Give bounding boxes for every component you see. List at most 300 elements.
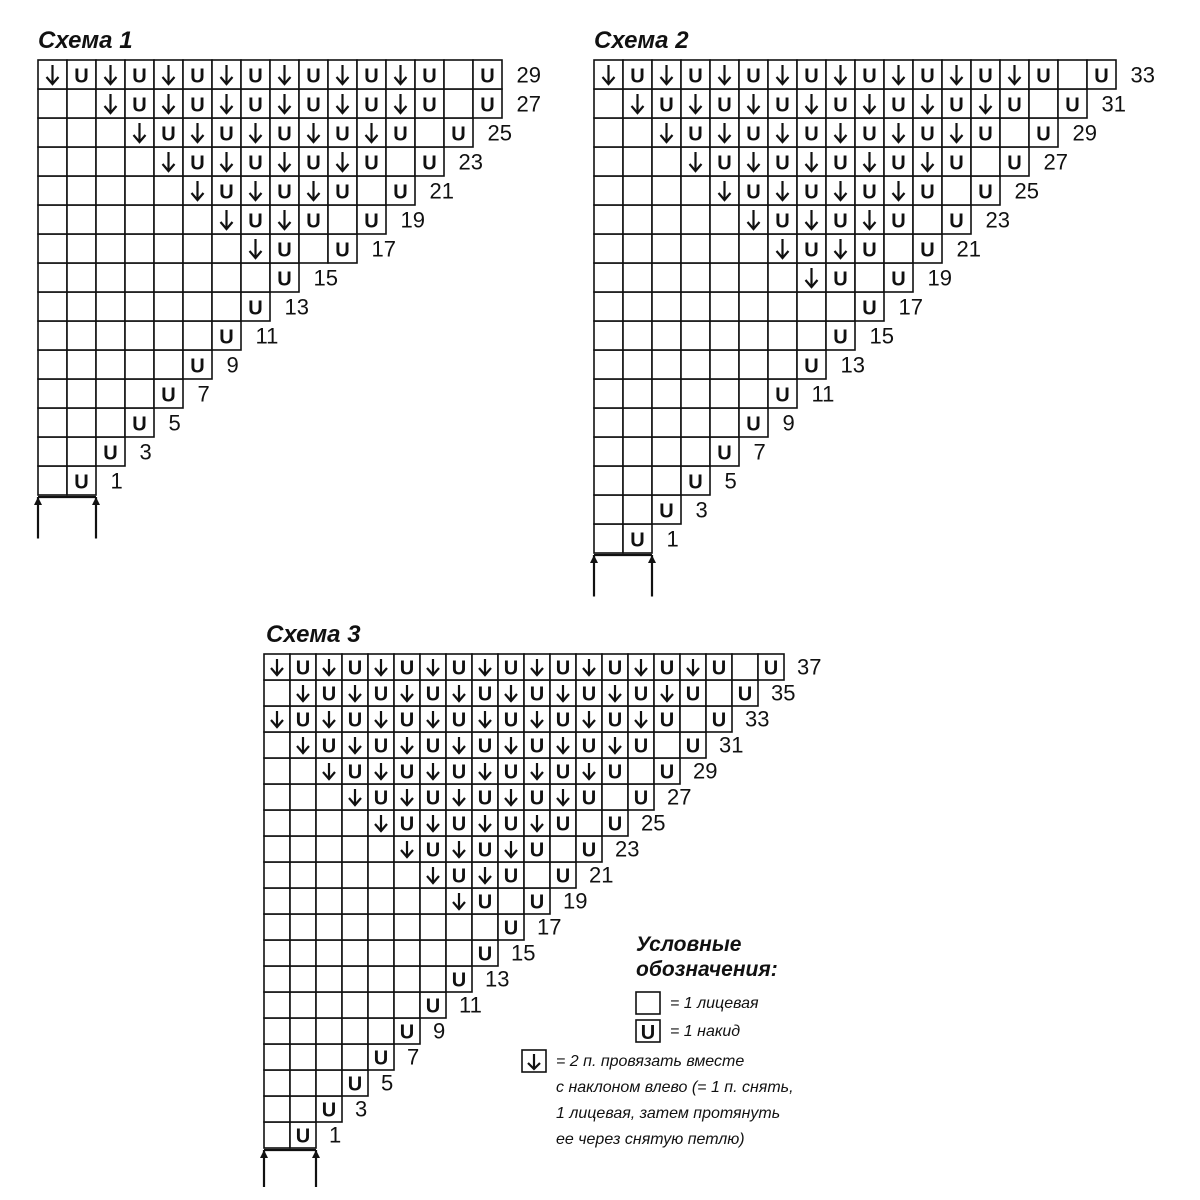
yarn-over-icon: U	[373, 1047, 389, 1070]
yarn-over-icon: U	[219, 326, 234, 349]
legend-dec-label-line3: 1 лицевая, затем протянуть	[556, 1105, 781, 1122]
legend-knit-label: = 1 лицевая	[670, 995, 759, 1012]
yarn-over-icon: U	[477, 735, 493, 758]
yarn-over-icon: U	[425, 735, 441, 758]
stitch-cell	[96, 263, 125, 292]
row-number: 11	[459, 992, 482, 1018]
stitch-cell	[183, 292, 212, 321]
yarn-over-icon: U	[422, 65, 437, 88]
yarn-over-icon: U	[1007, 152, 1022, 175]
yarn-over-icon: U	[688, 471, 703, 494]
row-number: 27	[516, 91, 541, 117]
legend-yo-label: = 1 накид	[670, 1023, 741, 1040]
yarn-over-icon: U	[1094, 65, 1109, 88]
stitch-cell	[681, 234, 710, 263]
stitch-cell	[652, 292, 681, 321]
stitch-cell	[710, 263, 739, 292]
yarn-over-icon: U	[277, 239, 292, 262]
stitch-cell	[316, 914, 342, 940]
stitch-cell	[264, 1096, 290, 1122]
legend-dec-label-line1: = 2 п. провязать вместе	[556, 1053, 745, 1070]
stitch-cell	[1058, 60, 1087, 89]
chart-3-title: Схема 3	[266, 621, 361, 648]
stitch-cell	[154, 263, 183, 292]
yarn-over-icon: U	[949, 152, 964, 175]
yarn-over-icon: U	[775, 152, 790, 175]
yarn-over-icon: U	[425, 995, 441, 1018]
yarn-over-icon: U	[364, 65, 379, 88]
row-number: 3	[139, 439, 152, 465]
yarn-over-icon: U	[775, 384, 790, 407]
row-number: 17	[898, 294, 923, 320]
stitch-cell	[594, 263, 623, 292]
stitch-cell	[38, 408, 67, 437]
yarn-over-icon: U	[248, 94, 263, 117]
stitch-cell	[290, 966, 316, 992]
repeat-arrow-head	[260, 1150, 268, 1158]
row-number: 23	[985, 207, 1010, 233]
yarn-over-icon: U	[920, 239, 935, 262]
yarn-over-icon: U	[422, 94, 437, 117]
stitch-cell	[623, 176, 652, 205]
row-number: 11	[255, 323, 279, 349]
stitch-cell	[681, 263, 710, 292]
stitch-cell	[739, 234, 768, 263]
stitch-cell	[368, 966, 394, 992]
yarn-over-icon: U	[277, 181, 292, 204]
yarn-over-icon: U	[746, 181, 761, 204]
stitch-cell	[654, 732, 680, 758]
stitch-cell	[444, 89, 473, 118]
yarn-over-icon: U	[920, 65, 935, 88]
stitch-cell	[594, 89, 623, 118]
stitch-cell	[96, 234, 125, 263]
yarn-over-icon: U	[306, 65, 321, 88]
yarn-over-icon: U	[425, 683, 441, 706]
stitch-cell	[342, 940, 368, 966]
yarn-over-icon: U	[746, 123, 761, 146]
stitch-cell	[264, 732, 290, 758]
stitch-cell	[446, 940, 472, 966]
yarn-over-icon: U	[555, 657, 571, 680]
stitch-cell	[797, 321, 826, 350]
stitch-cell	[550, 836, 576, 862]
stitch-cell	[368, 914, 394, 940]
stitch-cell	[768, 263, 797, 292]
stitch-cell	[67, 437, 96, 466]
yarn-over-icon: U	[451, 709, 467, 732]
stitch-cell	[768, 350, 797, 379]
stitch-cell	[67, 263, 96, 292]
stitch-cell	[623, 350, 652, 379]
stitch-cell	[594, 234, 623, 263]
yarn-over-icon: U	[555, 761, 571, 784]
stitch-cell	[942, 176, 971, 205]
yarn-over-icon: U	[399, 1021, 415, 1044]
stitch-cell	[264, 1070, 290, 1096]
repeat-arrow-head	[648, 555, 656, 563]
repeat-arrow-head	[34, 497, 42, 505]
stitch-cell	[38, 176, 67, 205]
yarn-over-icon: U	[581, 683, 597, 706]
yarn-over-icon: U	[103, 442, 118, 465]
stitch-cell	[125, 205, 154, 234]
stitch-cell	[264, 1044, 290, 1070]
chart-3-grid	[264, 654, 784, 1148]
yarn-over-icon: U	[529, 735, 545, 758]
chart-3-repeat-marker	[260, 1150, 320, 1187]
yarn-over-icon: U	[633, 683, 649, 706]
yarn-over-icon: U	[477, 891, 493, 914]
yarn-over-icon: U	[833, 152, 848, 175]
stitch-cell	[739, 263, 768, 292]
yarn-over-icon: U	[891, 268, 906, 291]
stitch-cell	[710, 379, 739, 408]
yarn-over-icon: U	[503, 657, 519, 680]
stitch-cell	[652, 205, 681, 234]
stitch-cell	[498, 888, 524, 914]
stitch-cell	[602, 784, 628, 810]
stitch-cell	[264, 940, 290, 966]
row-number: 1	[666, 526, 679, 552]
stitch-cell	[623, 466, 652, 495]
yarn-over-icon: U	[399, 813, 415, 836]
stitch-cell	[67, 176, 96, 205]
stitch-cell	[125, 234, 154, 263]
yarn-over-icon: U	[862, 239, 877, 262]
row-number: 3	[355, 1096, 368, 1122]
stitch-cell	[1000, 118, 1029, 147]
yarn-over-icon: U	[373, 683, 389, 706]
stitch-cell	[290, 836, 316, 862]
yarn-over-icon: U	[711, 657, 727, 680]
stitch-cell	[96, 408, 125, 437]
stitch-cell	[652, 176, 681, 205]
yarn-over-icon: U	[321, 683, 337, 706]
yarn-over-icon: U	[804, 239, 819, 262]
stitch-cell	[154, 350, 183, 379]
stitch-cell	[38, 118, 67, 147]
stitch-cell	[681, 408, 710, 437]
stitch-cell	[241, 263, 270, 292]
stitch-cell	[594, 466, 623, 495]
yarn-over-icon: U	[321, 1099, 337, 1122]
yarn-over-icon: U	[451, 865, 467, 888]
stitch-cell	[38, 292, 67, 321]
stitch-cell	[342, 836, 368, 862]
stitch-cell	[855, 263, 884, 292]
stitch-cell	[797, 292, 826, 321]
yarn-over-icon: U	[364, 94, 379, 117]
stitch-cell	[38, 205, 67, 234]
stitch-cell	[264, 1018, 290, 1044]
stitch-cell	[316, 992, 342, 1018]
row-number: 23	[615, 836, 640, 862]
row-number: 27	[1043, 149, 1068, 175]
repeat-arrow-head	[590, 555, 598, 563]
stitch-cell	[594, 118, 623, 147]
yarn-over-icon: U	[74, 65, 89, 88]
repeat-arrow-head	[92, 497, 100, 505]
yarn-over-icon: U	[295, 709, 311, 732]
yarn-over-icon: U	[248, 297, 263, 320]
stitch-cell	[125, 350, 154, 379]
stitch-cell	[368, 1018, 394, 1044]
stitch-cell	[623, 292, 652, 321]
yarn-over-icon: U	[862, 181, 877, 204]
row-number: 7	[407, 1044, 420, 1070]
stitch-cell	[154, 321, 183, 350]
stitch-cell	[768, 292, 797, 321]
stitch-cell	[299, 234, 328, 263]
chart-2-repeat-marker	[590, 555, 656, 597]
yarn-over-icon: U	[425, 839, 441, 862]
yarn-over-icon: U	[347, 1073, 363, 1096]
stitch-cell	[576, 810, 602, 836]
stitch-cell	[594, 495, 623, 524]
yarn-over-icon: U	[321, 735, 337, 758]
stitch-cell	[342, 914, 368, 940]
yarn-over-icon: U	[630, 65, 645, 88]
stitch-cell	[594, 292, 623, 321]
stitch-cell	[96, 147, 125, 176]
stitch-cell	[67, 205, 96, 234]
yarn-over-icon: U	[219, 181, 234, 204]
yarn-over-icon: U	[804, 181, 819, 204]
stitch-cell	[264, 758, 290, 784]
stitch-cell	[710, 205, 739, 234]
stitch-cell	[739, 379, 768, 408]
yarn-over-icon: U	[248, 210, 263, 233]
stitch-cell	[38, 379, 67, 408]
stitch-cell	[826, 292, 855, 321]
stitch-cell	[652, 263, 681, 292]
yarn-over-icon: U	[581, 787, 597, 810]
row-number: 1	[329, 1122, 342, 1148]
stitch-cell	[96, 118, 125, 147]
row-number: 33	[745, 706, 770, 732]
yarn-over-icon: U	[306, 210, 321, 233]
yarn-over-icon: U	[630, 529, 645, 552]
stitch-cell	[125, 379, 154, 408]
stitch-cell	[623, 147, 652, 176]
yarn-over-icon: U	[132, 413, 147, 436]
yarn-over-icon: U	[633, 735, 649, 758]
stitch-cell	[623, 205, 652, 234]
stitch-cell	[394, 992, 420, 1018]
stitch-cell	[96, 176, 125, 205]
stitch-cell	[368, 836, 394, 862]
yarn-over-icon: U	[555, 813, 571, 836]
yarn-over-icon: U	[364, 210, 379, 233]
yarn-over-icon: U	[74, 471, 89, 494]
yarn-over-icon: U	[132, 65, 147, 88]
stitch-cell	[913, 205, 942, 234]
stitch-cell	[125, 147, 154, 176]
row-number: 17	[371, 236, 396, 262]
stitch-cell	[290, 992, 316, 1018]
yarn-over-icon: U	[775, 210, 790, 233]
stitch-cell	[681, 205, 710, 234]
row-number: 19	[927, 265, 952, 291]
stitch-cell	[623, 234, 652, 263]
stitch-cell	[342, 862, 368, 888]
stitch-cell	[394, 914, 420, 940]
yarn-over-icon: U	[659, 500, 674, 523]
stitch-cell	[67, 321, 96, 350]
stitch-cell	[524, 862, 550, 888]
yarn-over-icon: U	[477, 839, 493, 862]
stitch-cell	[316, 888, 342, 914]
stitch-cell	[739, 350, 768, 379]
row-number: 25	[641, 810, 666, 836]
row-number: 31	[1101, 91, 1126, 117]
yarn-over-icon: U	[920, 123, 935, 146]
stitch-cell	[212, 263, 241, 292]
yarn-over-icon: U	[833, 268, 848, 291]
yarn-over-icon: U	[1007, 94, 1022, 117]
stitch-cell	[710, 350, 739, 379]
row-number: 25	[1014, 178, 1039, 204]
yarn-over-icon: U	[775, 94, 790, 117]
stitch-cell	[316, 1018, 342, 1044]
stitch-cell	[739, 292, 768, 321]
stitch-cell	[680, 706, 706, 732]
yarn-over-icon: U	[399, 709, 415, 732]
chart-1-grid	[38, 60, 502, 495]
yarn-over-icon: U	[477, 683, 493, 706]
yarn-over-icon: U	[1065, 94, 1080, 117]
stitch-cell	[386, 147, 415, 176]
stitch-cell	[290, 784, 316, 810]
yarn-over-icon: U	[804, 123, 819, 146]
stitch-cell	[1029, 89, 1058, 118]
stitch-cell	[594, 524, 623, 553]
stitch-cell	[264, 992, 290, 1018]
row-number: 1	[110, 468, 123, 494]
yarn-over-icon: U	[219, 123, 234, 146]
stitch-cell	[264, 1122, 290, 1148]
stitch-cell	[652, 350, 681, 379]
row-number: 15	[313, 265, 338, 291]
yarn-over-icon: U	[949, 210, 964, 233]
stitch-cell	[264, 914, 290, 940]
yarn-over-icon: U	[685, 735, 701, 758]
row-number: 5	[168, 410, 181, 436]
stitch-cell	[183, 205, 212, 234]
stitch-cell	[594, 379, 623, 408]
stitch-cell	[38, 263, 67, 292]
yarn-over-icon: U	[277, 123, 292, 146]
stitch-cell	[290, 1044, 316, 1070]
yarn-over-icon: U	[891, 152, 906, 175]
stitch-cell	[420, 966, 446, 992]
row-number: 37	[797, 654, 822, 680]
repeat-arrow-head	[312, 1150, 320, 1158]
yarn-over-icon: U	[503, 709, 519, 732]
yarn-over-icon: U	[607, 813, 623, 836]
yarn-over-icon: U	[248, 65, 263, 88]
yarn-over-icon: U	[978, 181, 993, 204]
stitch-cell	[681, 437, 710, 466]
yarn-over-icon: U	[833, 326, 848, 349]
yarn-over-icon: U	[833, 94, 848, 117]
row-number: 3	[695, 497, 708, 523]
yarn-over-icon: U	[190, 152, 205, 175]
row-number: 27	[667, 784, 692, 810]
stitch-cell	[884, 234, 913, 263]
yarn-over-icon: U	[503, 865, 519, 888]
chart-1-repeat-marker	[34, 497, 100, 539]
yarn-over-icon: U	[862, 123, 877, 146]
stitch-cell	[652, 234, 681, 263]
stitch-cell	[264, 966, 290, 992]
yarn-over-icon: U	[132, 94, 147, 117]
yarn-over-icon: U	[399, 761, 415, 784]
yarn-over-icon: U	[477, 943, 493, 966]
yarn-over-icon: U	[529, 683, 545, 706]
row-number: 9	[226, 352, 239, 378]
stitch-cell	[342, 992, 368, 1018]
stitch-cell	[368, 888, 394, 914]
stitch-cell	[681, 292, 710, 321]
row-number: 23	[458, 149, 483, 175]
stitch-cell	[67, 408, 96, 437]
stitch-cell	[342, 810, 368, 836]
stitch-cell	[710, 408, 739, 437]
stitch-cell	[290, 1018, 316, 1044]
row-number: 19	[563, 888, 588, 914]
stitch-cell	[732, 654, 758, 680]
stitch-cell	[357, 176, 386, 205]
yarn-over-icon: U	[480, 65, 495, 88]
stitch-cell	[154, 234, 183, 263]
yarn-over-icon: U	[555, 709, 571, 732]
legend-title-line2: обозначения:	[636, 958, 778, 981]
stitch-cell	[394, 888, 420, 914]
stitch-cell	[290, 1070, 316, 1096]
yarn-over-icon: U	[306, 94, 321, 117]
stitch-cell	[594, 350, 623, 379]
yarn-over-icon: U	[373, 735, 389, 758]
yarn-over-icon: U	[277, 268, 292, 291]
stitch-cell	[96, 292, 125, 321]
yarn-over-icon: U	[891, 210, 906, 233]
stitch-cell	[710, 292, 739, 321]
stitch-cell	[594, 321, 623, 350]
yarn-over-icon: U	[190, 94, 205, 117]
stitch-cell	[971, 147, 1000, 176]
stitch-cell	[368, 940, 394, 966]
row-number: 33	[1130, 62, 1155, 88]
yarn-over-icon: U	[862, 297, 877, 320]
yarn-over-icon: U	[335, 123, 350, 146]
yarn-over-icon: U	[503, 917, 519, 940]
row-number: 5	[381, 1070, 394, 1096]
yarn-over-icon: U	[737, 683, 753, 706]
yarn-over-icon: U	[451, 657, 467, 680]
row-number: 13	[840, 352, 865, 378]
stitch-cell	[38, 147, 67, 176]
stitch-cell	[290, 810, 316, 836]
row-number: 29	[693, 758, 718, 784]
yarn-over-icon: U	[717, 94, 732, 117]
stitch-cell	[623, 263, 652, 292]
stitch-cell	[264, 810, 290, 836]
chart-1-title: Схема 1	[38, 27, 133, 54]
stitch-cell	[67, 350, 96, 379]
yarn-over-icon: U	[347, 657, 363, 680]
